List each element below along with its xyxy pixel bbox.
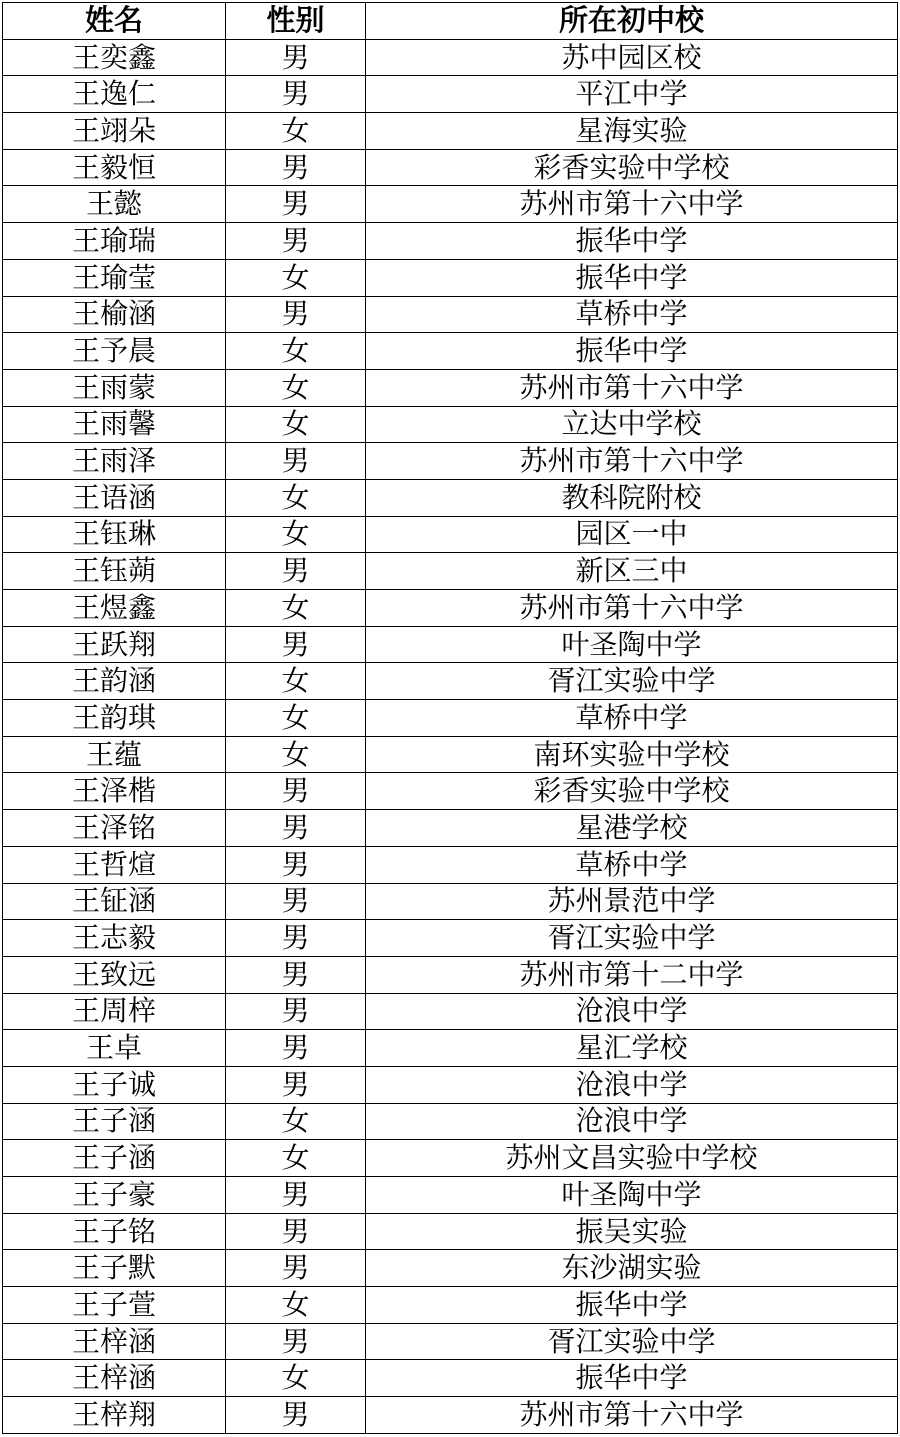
cell-name: 王韵琪 (3, 700, 226, 737)
cell-school: 叶圣陶中学 (366, 626, 898, 663)
table-row (3, 223, 898, 260)
cell-school: 振华中学 (366, 223, 898, 260)
cell-gender: 男 (226, 773, 366, 810)
cell-name: 王志毅 (3, 920, 226, 957)
cell-gender: 男 (226, 1177, 366, 1214)
table-row (3, 1360, 898, 1397)
cell-gender: 男 (226, 920, 366, 957)
cell-school: 新区三中 (366, 553, 898, 590)
cell-school: 沧浪中学 (366, 993, 898, 1030)
cell-school: 苏中园区校 (366, 39, 898, 76)
cell-name: 王子涵 (3, 1140, 226, 1177)
table-row (3, 113, 898, 150)
cell-school: 草桥中学 (366, 700, 898, 737)
cell-school: 胥江实验中学 (366, 1323, 898, 1360)
table-row (3, 883, 898, 920)
cell-gender: 男 (226, 883, 366, 920)
table-row (3, 1397, 898, 1434)
cell-school: 苏州市第十六中学 (366, 443, 898, 480)
cell-school: 星港学校 (366, 810, 898, 847)
cell-school: 振华中学 (366, 259, 898, 296)
cell-name: 王子涵 (3, 1103, 226, 1140)
table-body (3, 39, 898, 1433)
table-row (3, 296, 898, 333)
cell-gender: 女 (226, 700, 366, 737)
header-gender: 性别 (226, 3, 366, 40)
cell-gender: 男 (226, 76, 366, 113)
table-row (3, 1287, 898, 1324)
cell-gender: 男 (226, 993, 366, 1030)
cell-school: 园区一中 (366, 516, 898, 553)
table-row (3, 993, 898, 1030)
table-row (3, 1213, 898, 1250)
table-row (3, 1103, 898, 1140)
table-row (3, 773, 898, 810)
cell-name: 王雨泽 (3, 443, 226, 480)
cell-school: 苏州市第十六中学 (366, 186, 898, 223)
cell-gender: 女 (226, 333, 366, 370)
cell-gender: 男 (226, 553, 366, 590)
cell-name: 王榆涵 (3, 296, 226, 333)
cell-name: 王懿 (3, 186, 226, 223)
cell-gender: 女 (226, 369, 366, 406)
cell-name: 王韵涵 (3, 663, 226, 700)
cell-name: 王语涵 (3, 479, 226, 516)
table-row (3, 406, 898, 443)
cell-gender: 男 (226, 1030, 366, 1067)
cell-school: 平江中学 (366, 76, 898, 113)
cell-name: 王翊朵 (3, 113, 226, 150)
table-row (3, 1250, 898, 1287)
cell-name: 王瑜瑞 (3, 223, 226, 260)
cell-gender: 男 (226, 626, 366, 663)
cell-gender: 男 (226, 1323, 366, 1360)
cell-gender: 男 (226, 149, 366, 186)
cell-name: 王煜鑫 (3, 590, 226, 627)
table-row (3, 76, 898, 113)
table-row (3, 149, 898, 186)
cell-name: 王泽铭 (3, 810, 226, 847)
table-row (3, 333, 898, 370)
cell-gender: 男 (226, 1250, 366, 1287)
cell-school: 彩香实验中学校 (366, 773, 898, 810)
cell-school: 振华中学 (366, 333, 898, 370)
cell-name: 王子默 (3, 1250, 226, 1287)
cell-name: 王毅恒 (3, 149, 226, 186)
cell-school: 东沙湖实验 (366, 1250, 898, 1287)
table-row (3, 810, 898, 847)
cell-school: 沧浪中学 (366, 1103, 898, 1140)
cell-school: 星海实验 (366, 113, 898, 150)
cell-gender: 男 (226, 1213, 366, 1250)
cell-name: 王周梓 (3, 993, 226, 1030)
cell-name: 王钰蒴 (3, 553, 226, 590)
cell-name: 王梓涵 (3, 1323, 226, 1360)
cell-school: 振华中学 (366, 1360, 898, 1397)
cell-name: 王雨蒙 (3, 369, 226, 406)
cell-name: 王逸仁 (3, 76, 226, 113)
cell-gender: 男 (226, 39, 366, 76)
cell-gender: 女 (226, 516, 366, 553)
cell-name: 王雨馨 (3, 406, 226, 443)
cell-school: 苏州市第十六中学 (366, 1397, 898, 1434)
header-row (3, 3, 898, 40)
table-row (3, 1066, 898, 1103)
table-row (3, 516, 898, 553)
cell-school: 振吴实验 (366, 1213, 898, 1250)
cell-gender: 女 (226, 406, 366, 443)
table-row (3, 590, 898, 627)
table-row (3, 700, 898, 737)
table-row (3, 920, 898, 957)
table-row (3, 259, 898, 296)
cell-gender: 女 (226, 590, 366, 627)
table-row (3, 1323, 898, 1360)
cell-school: 彩香实验中学校 (366, 149, 898, 186)
cell-name: 王泽楷 (3, 773, 226, 810)
cell-name: 王梓翔 (3, 1397, 226, 1434)
cell-school: 苏州市第十二中学 (366, 956, 898, 993)
cell-gender: 女 (226, 259, 366, 296)
cell-name: 王予晨 (3, 333, 226, 370)
table-row (3, 626, 898, 663)
cell-school: 草桥中学 (366, 296, 898, 333)
cell-school: 胥江实验中学 (366, 920, 898, 957)
cell-school: 星汇学校 (366, 1030, 898, 1067)
cell-gender: 男 (226, 223, 366, 260)
cell-name: 王梓涵 (3, 1360, 226, 1397)
cell-gender: 男 (226, 810, 366, 847)
cell-school: 立达中学校 (366, 406, 898, 443)
cell-gender: 女 (226, 736, 366, 773)
header-school: 所在初中校 (366, 3, 898, 40)
table-row (3, 186, 898, 223)
cell-gender: 女 (226, 113, 366, 150)
cell-school: 苏州文昌实验中学校 (366, 1140, 898, 1177)
cell-school: 胥江实验中学 (366, 663, 898, 700)
cell-name: 王子萱 (3, 1287, 226, 1324)
table-row (3, 1030, 898, 1067)
cell-gender: 男 (226, 443, 366, 480)
cell-gender: 女 (226, 1360, 366, 1397)
table-row (3, 443, 898, 480)
cell-gender: 女 (226, 663, 366, 700)
cell-school: 南环实验中学校 (366, 736, 898, 773)
table-row (3, 1177, 898, 1214)
cell-name: 王子诚 (3, 1066, 226, 1103)
cell-name: 王卓 (3, 1030, 226, 1067)
table-row (3, 369, 898, 406)
cell-gender: 男 (226, 846, 366, 883)
cell-school: 振华中学 (366, 1287, 898, 1324)
cell-gender: 男 (226, 296, 366, 333)
cell-name: 王蕴 (3, 736, 226, 773)
cell-name: 王瑜莹 (3, 259, 226, 296)
table-row (3, 39, 898, 76)
cell-school: 教科院附校 (366, 479, 898, 516)
table-row (3, 846, 898, 883)
cell-gender: 男 (226, 956, 366, 993)
cell-school: 叶圣陶中学 (366, 1177, 898, 1214)
cell-gender: 男 (226, 1066, 366, 1103)
cell-name: 王致远 (3, 956, 226, 993)
table-row (3, 553, 898, 590)
table-row (3, 1140, 898, 1177)
table-row (3, 663, 898, 700)
cell-name: 王奕鑫 (3, 39, 226, 76)
cell-gender: 男 (226, 186, 366, 223)
cell-gender: 男 (226, 1397, 366, 1434)
cell-name: 王子铭 (3, 1213, 226, 1250)
cell-school: 苏州景范中学 (366, 883, 898, 920)
table-row (3, 479, 898, 516)
cell-gender: 女 (226, 479, 366, 516)
cell-name: 王钲涵 (3, 883, 226, 920)
cell-school: 沧浪中学 (366, 1066, 898, 1103)
cell-name: 王跃翔 (3, 626, 226, 663)
cell-gender: 女 (226, 1140, 366, 1177)
header-name: 姓名 (3, 3, 226, 40)
cell-school: 苏州市第十六中学 (366, 590, 898, 627)
table-row (3, 956, 898, 993)
cell-gender: 女 (226, 1103, 366, 1140)
cell-school: 苏州市第十六中学 (366, 369, 898, 406)
cell-school: 草桥中学 (366, 846, 898, 883)
student-roster-table (2, 2, 898, 1434)
cell-name: 王钰琳 (3, 516, 226, 553)
cell-name: 王子豪 (3, 1177, 226, 1214)
cell-name: 王哲煊 (3, 846, 226, 883)
table-row (3, 736, 898, 773)
cell-gender: 女 (226, 1287, 366, 1324)
